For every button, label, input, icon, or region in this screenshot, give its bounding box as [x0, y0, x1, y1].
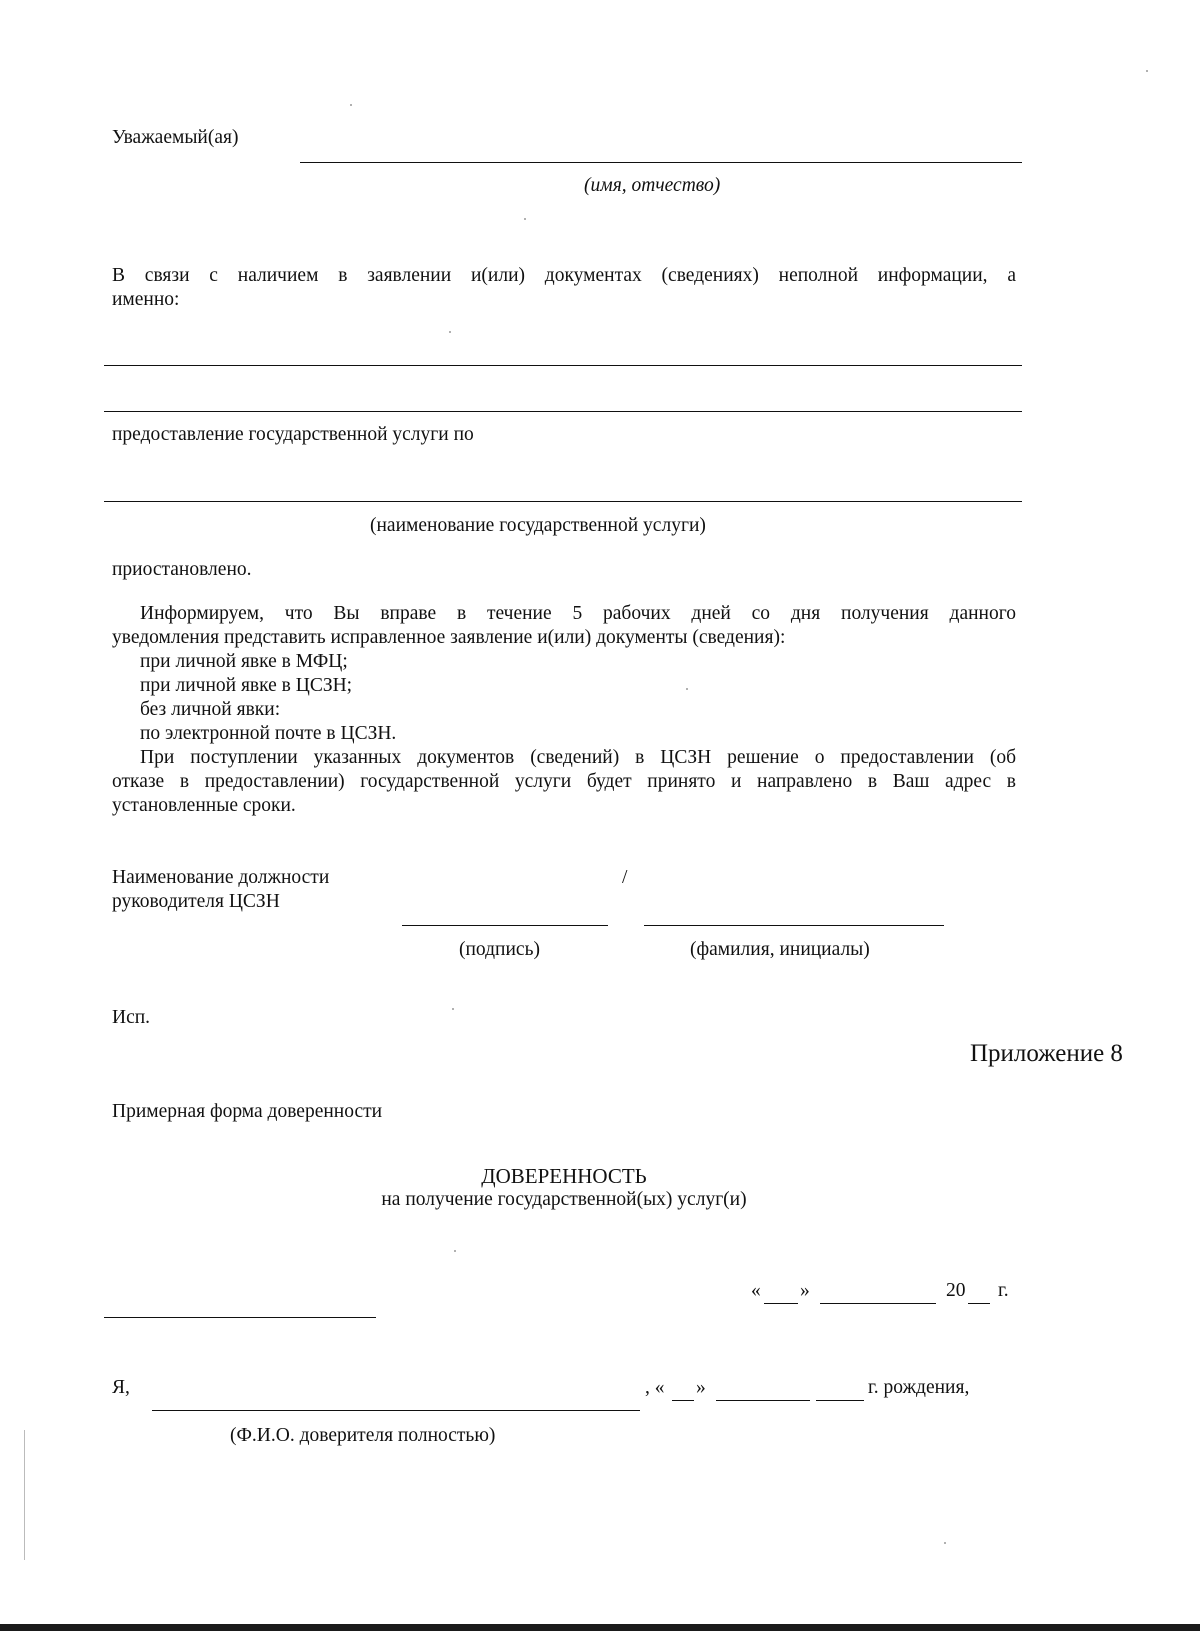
scan-speck	[944, 1542, 946, 1544]
executor-label: Исп.	[112, 1007, 151, 1028]
form-label: Примерная форма доверенности	[112, 1101, 383, 1122]
scan-speck	[454, 1250, 456, 1252]
decision-line-1: При поступлении указанных документов (сведений) в ЦСЗН решение о предоставлении (об	[140, 747, 1016, 768]
service-prefix: предоставление государственной услуги по	[112, 424, 474, 445]
fio-caption: (Ф.И.О. доверителя полностью)	[230, 1425, 496, 1446]
option-no-visit: без личной явки:	[140, 699, 281, 720]
missing-info-line-1	[104, 365, 1022, 366]
decision-line-2: отказе в предоставлении) государственной услуги будет принято и направлено в Ваш адрес в	[112, 771, 1016, 792]
signature-line	[402, 925, 608, 926]
intro-line-2: именно:	[112, 289, 180, 310]
option-mfc: при личной явке в МФЦ;	[140, 651, 348, 672]
scan-speck	[686, 688, 688, 690]
scan-bottom-edge	[0, 1624, 1200, 1631]
birth-close-quote: »	[696, 1377, 706, 1398]
missing-info-line-2	[104, 411, 1022, 412]
name-caption: (имя, отчество)	[584, 175, 721, 196]
date-close-quote: »	[800, 1280, 810, 1301]
date-year-prefix: 20	[946, 1280, 966, 1301]
option-cszn: при личной явке в ЦСЗН;	[140, 675, 353, 696]
date-open-quote: «	[751, 1280, 761, 1301]
scan-speck	[350, 104, 352, 106]
date-year-blank	[968, 1303, 990, 1304]
inform-line-2: уведомления представить исправленное заявление и(или) документы (сведения):	[112, 627, 786, 648]
suspended-text: приостановлено.	[112, 559, 252, 580]
scan-speck	[452, 1008, 454, 1010]
date-day-blank	[764, 1303, 798, 1304]
signature-slash: /	[622, 867, 628, 888]
scan-speck	[449, 331, 451, 333]
service-caption: (наименование государственной услуги)	[370, 515, 706, 536]
scan-speck	[524, 218, 526, 220]
position-line-2: руководителя ЦСЗН	[112, 891, 280, 912]
scan-edge-left	[24, 1430, 25, 1560]
name-blank-line	[300, 162, 1022, 163]
birth-year-blank	[816, 1400, 864, 1401]
birth-day-blank	[672, 1400, 694, 1401]
intro-line-1: В связи с наличием в заявлении и(или) документах (сведениях) неполной информации, а	[112, 265, 1016, 286]
decision-line-3: установленные сроки.	[112, 795, 296, 816]
date-month-blank	[820, 1303, 936, 1304]
birth-suffix: г. рождения,	[868, 1377, 970, 1398]
fio-blank-line	[152, 1410, 640, 1411]
surname-caption: (фамилия, инициалы)	[690, 939, 870, 960]
place-blank-line	[104, 1317, 376, 1318]
i-label: Я,	[112, 1377, 130, 1398]
option-email: по электронной почте в ЦСЗН.	[140, 723, 397, 744]
birth-open-quote: , «	[645, 1377, 665, 1398]
signature-caption: (подпись)	[459, 939, 540, 960]
position-line-1: Наименование должности	[112, 867, 330, 888]
service-name-line	[104, 501, 1022, 502]
surname-line	[644, 925, 944, 926]
birth-month-blank	[716, 1400, 810, 1401]
date-year-suffix: г.	[998, 1280, 1009, 1301]
appendix-label: Приложение 8	[970, 1040, 1123, 1067]
scan-speck	[1146, 70, 1148, 72]
inform-line-1: Информируем, что Вы вправе в течение 5 рабочих дней со дня получения данного	[140, 603, 1016, 624]
document-subtitle: на получение государственной(ых) услуг(и)	[381, 1189, 747, 1210]
greeting: Уважаемый(ая)	[112, 127, 239, 148]
document-title: ДОВЕРЕННОСТЬ	[481, 1164, 647, 1188]
